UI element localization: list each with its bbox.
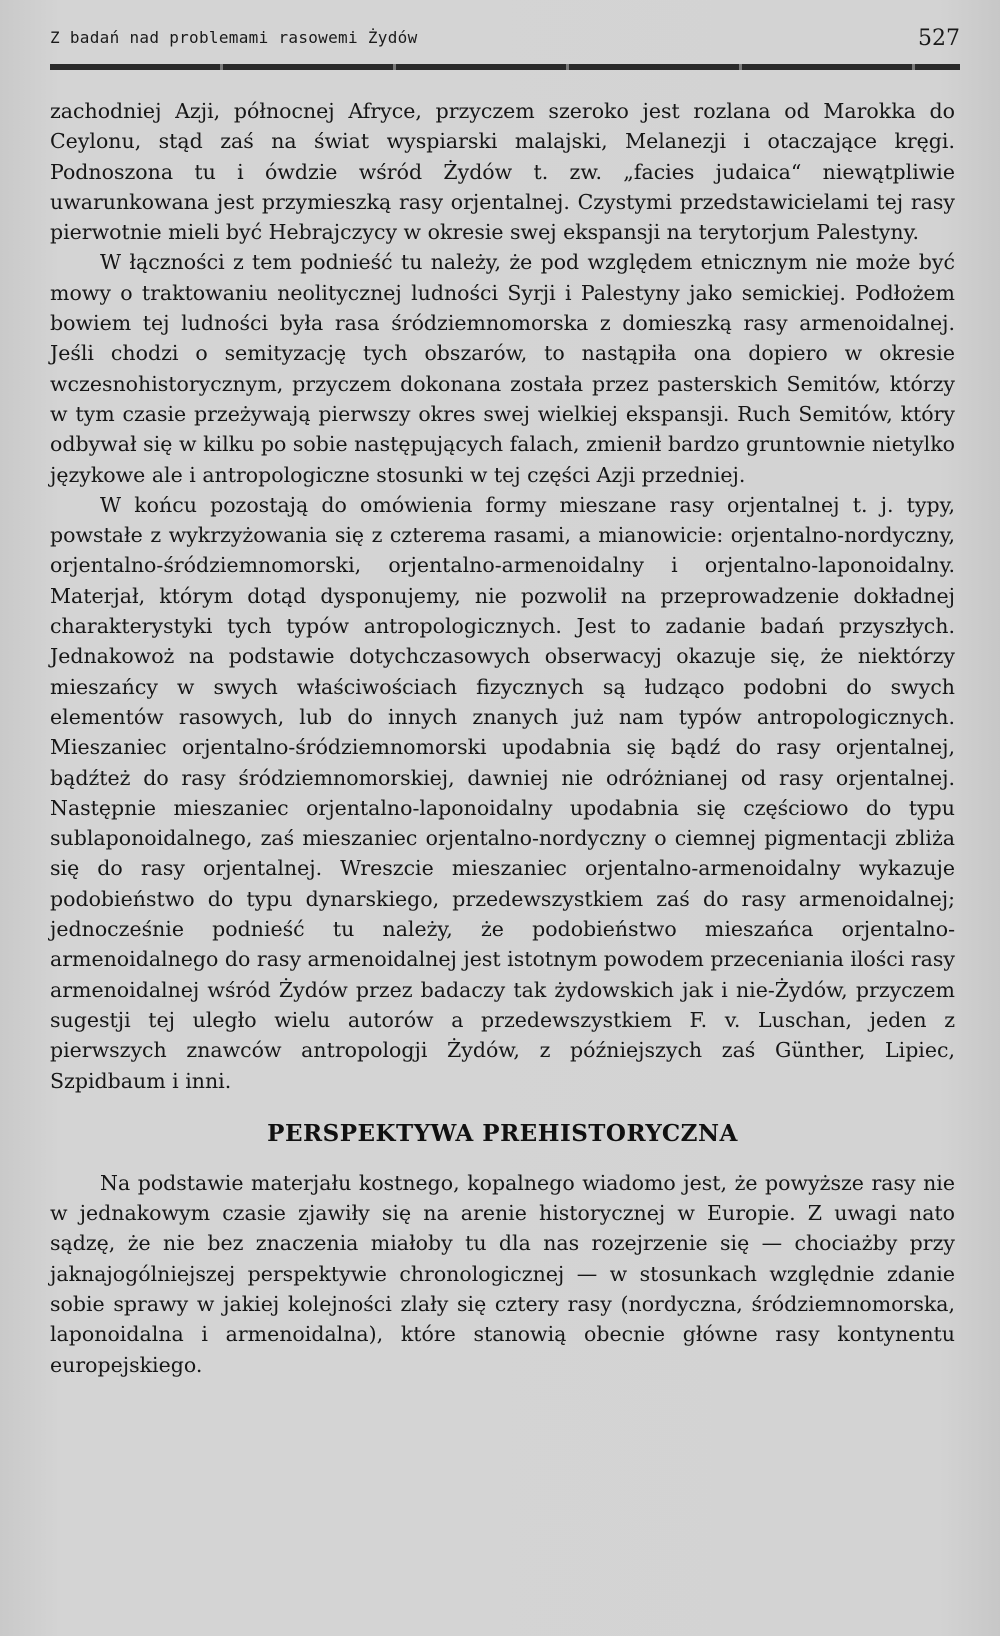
section-heading: PERSPEKTYWA PREHISTORYCZNA <box>267 1119 738 1147</box>
paragraph: W łączności z tem podnieść tu należy, że pod względem etnicznym nie może być mowy o traktowaniu neolitycznej ludności Syrji i Palestyny jako semickiej. Podłożem bowiem tej ludności była rasa śródziemnomorska z domieszką rasy armenoidalnej. Jeśli chodzi o semityzację tych obszarów, to nastąpiła ona dopiero w okresie wczesnohistorycznym, przyczem dokonana została przez pasterskich Semitów, którzy w tym czasie przeżywają pierwszy okres swej wielkiej ekspansji. Ruch Semitów, który odbywał się w kilku po sobie następujących falach, zmienił bardzo gruntownie nietylko językowe ale i antropologiczne stosunki w tej części Azji przedniej. <box>50 250 955 487</box>
page-number: 527 <box>918 26 960 51</box>
running-header <box>50 26 960 56</box>
header-rule <box>50 64 960 70</box>
section-paragraph: Na podstawie materjału kostnego, kopalnego wiadomo jest, że powyższe rasy nie w jednakowym czasie zjawiły się na arenie historycznej w Europie. Z uwagi nato sądzę, że nie bez znaczenia miałoby tu dla nas rozejrzenie się — chociażby przy jaknajogólniejszej perspektywie chronologicznej — w stosunkach względnie zdanie sobie sprawy w jakiej kolejności zlały się cztery rasy (nordyczna, śródziemnomorska, laponoidalna i armenoidalna), które stanowią obecnie główne rasy kontynentu europejskiego. <box>50 1170 955 1377</box>
body-text <box>50 96 955 1380</box>
paragraph: W końcu pozostają do omówienia formy mieszane rasy orjentalnej t. j. typy, powstałe z wykrzyżowania się z czterema rasami, a mianowicie: orjentalno-nordyczny, orjentalno-śródziemnomorski, orjentalno-armenoidalny i orjentalno-laponoidalny. Materjał, którym dotąd dysponujemy, nie pozwolił na przeprowadzenie dokładnej charakterystyki tych typów antropologicznych. Jest to zadanie badań przyszłych. Jednakowoż na podstawie dotychczasowych obserwacyj okazuje się, że niektórzy mieszańcy w swych właściwościach fizycznych są łudząco podobni do swych elementów rasowych, lub do innych znanych już nam typów antropologicznych. Mieszaniec orjentalno-śródziemnomorski upodabnia się bądź do rasy orjentalnej, bądźteż do rasy śródziemnomorskiej, dawniej nie odróżnianej od rasy orjentalnej. Następnie mieszaniec orjentalno-laponoidalny upodabnia się częściowo do typu sublaponoidalnego, zaś mieszaniec orjentalno-nordyczny o ciemnej pigmentacji zbliża się do rasy orjentalnej. Wreszcie mieszaniec orjentalno-armenoidalny wykazuje podobieństwo do typu dynarskiego, przedewszystkiem zaś do rasy armenoidalnej; jednocześnie podnieść tu należy, że podobieństwo mieszańca orjentalno-armenoidalnego do rasy armenoidalnej jest istotnym powodem przeceniania ilości rasy armenoidalnej wśród Żydów przez badaczy tak żydowskich jak i nie-Żydów, przyczem sugestji tej uległo wielu autorów a przedewszystkiem F. v. Luschan, jeden z pierwszych znawców antropologji Żydów, z późniejszych zaś Günther, Lipiec, Szpidbaum i inni. <box>50 492 955 1093</box>
paragraph-continued: zachodniej Azji, północnej Afryce, przyczem szeroko jest rozlana od Marokka do Ceylonu, stąd zaś na świat wyspiarski malajski, Melanezji i otaczające kręgi. Podnoszona tu i ówdzie wśród Żydów t. zw. „facies judaica“ niewątpliwie uwarunkowana jest przymieszką rasy orjentalnej. Czystymi przedstawicielami tej rasy pierwotnie mieli być Hebrajczycy w okresie swej ekspansji na terytorjum Palestyny. <box>50 99 955 245</box>
running-title: Z badań nad problemami rasowemi Żydów <box>50 28 418 47</box>
